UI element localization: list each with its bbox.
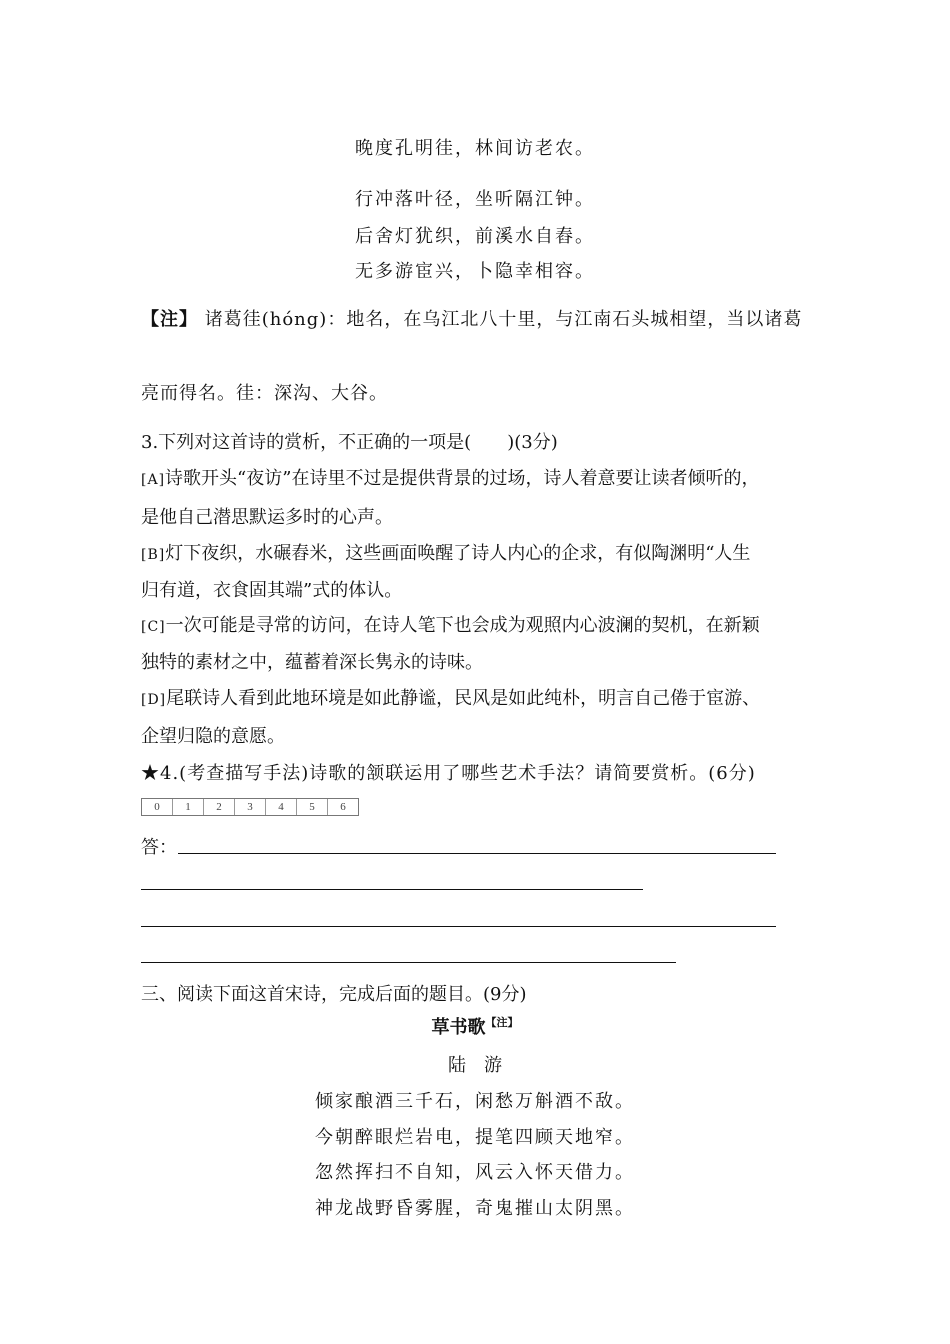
poem1-line-3: 后舍灯犹织，前溪水自舂。 [355, 226, 595, 247]
poem2-line-2: 今朝醉眼烂岩电，提笔四顾天地窄。 [315, 1127, 635, 1148]
answer-line-4[interactable] [141, 962, 676, 963]
answer-line-2[interactable] [141, 889, 643, 890]
option-d-text-1: 尾联诗人看到此地环境是如此静谧，民风是如此纯朴，明言自己倦于宦游、 [166, 688, 761, 709]
q3-option-c [141, 614, 760, 639]
score-cell-2[interactable]: 2 [204, 799, 235, 815]
answer-line-1[interactable] [178, 853, 776, 854]
score-cell-3[interactable]: 3 [235, 799, 266, 815]
q3-option-b [141, 542, 750, 567]
option-b-text-1: 灯下夜织，水碾舂米，这些画面唤醒了诗人内心的企求，有似陶渊明“人生 [165, 543, 751, 564]
score-cell-4[interactable]: 4 [266, 799, 297, 815]
option-a-tag: [A] [141, 472, 166, 488]
option-a-text-1: 诗歌开头“夜访”在诗里不过是提供背景的过场，诗人着意要让读者倾听的， [165, 468, 760, 489]
score-cell-1[interactable]: 1 [173, 799, 204, 815]
option-c-tag: [C] [141, 619, 166, 635]
score-cell-6[interactable]: 6 [340, 801, 346, 813]
option-b-text-2: 归有道，衣食固其端”式的体认。 [141, 580, 403, 601]
poem2-title-text: 草书歌 [431, 1017, 486, 1038]
option-a-text-2: 是他自己潜思默运多时的心声。 [141, 507, 393, 528]
q3-option-d [141, 687, 760, 712]
poem2-line-3: 忽然挥扫不自知，风云入怀天借力。 [315, 1162, 635, 1183]
option-d-text-2: 企望归隐的意愿。 [141, 726, 285, 747]
answer-label: 答： [141, 837, 177, 858]
section3-heading: 三、阅读下面这首宋诗，完成后面的题目。(9分) [141, 984, 527, 1005]
option-b-tag: [B] [141, 547, 166, 563]
poem1-line-4: 无多游宦兴，卜隐幸相容。 [355, 261, 595, 282]
poem1-line-1: 晚度孔明徍，林间访老农。 [355, 138, 595, 159]
score-cell-0[interactable]: 0 [142, 799, 173, 815]
option-c-text-2: 独特的素材之中，蕴蓄着深长隽永的诗味。 [141, 652, 483, 673]
poem1-note [141, 308, 802, 332]
poem2-line-4: 神龙战野昏雾腥，奇鬼摧山太阴黑。 [315, 1198, 635, 1219]
poem2-title [0, 1016, 950, 1040]
note-text-2: 亮而得名。徍：深沟、大谷。 [141, 383, 388, 404]
option-d-tag: [D] [141, 692, 167, 708]
poem2-title-note: 【注】 [485, 1016, 519, 1029]
q3-stem: 3.下列对这首诗的赏析，不正确的一项是( )(3分) [141, 432, 558, 453]
option-c-text-1: 一次可能是寻常的访问，在诗人笔下也会成为观照内心波澜的契机，在新颖 [165, 615, 760, 636]
score-cell-5[interactable]: 5 [297, 799, 328, 815]
q3-option-a [141, 467, 759, 492]
note-text-1: 诸葛徍(hóng)：地名，在乌江北八十里，与江南石头城相望，当以诸葛 [204, 309, 803, 330]
answer-line-3[interactable] [141, 926, 776, 927]
note-label: 【注】 [141, 309, 198, 330]
score-box [141, 798, 359, 816]
poem2-author: 陆 游 [448, 1055, 502, 1076]
poem1-line-2: 行冲落叶径，坐听隔江钟。 [355, 189, 595, 210]
q4-stem: ★4.(考查描写手法)诗歌的颔联运用了哪些艺术手法？请简要赏析。(6分) [141, 763, 756, 784]
poem2-line-1: 倾家酿酒三千石，闲愁万斛酒不敌。 [315, 1091, 635, 1112]
